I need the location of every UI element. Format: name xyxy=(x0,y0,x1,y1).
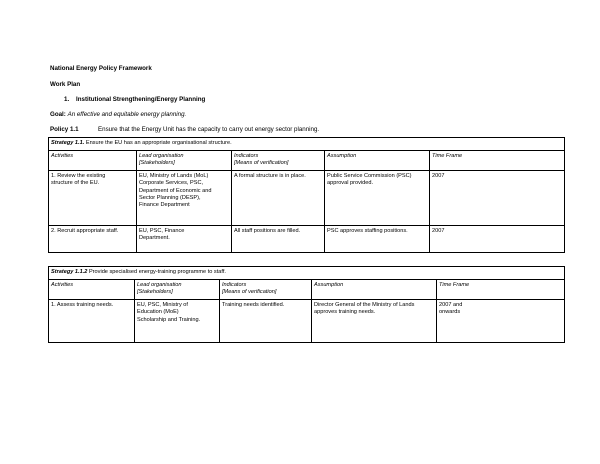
header-activities: Activities xyxy=(49,280,135,300)
cell-text: 1. Review the existing xyxy=(51,173,106,179)
cell-text: Scholarship and Training. xyxy=(137,316,201,323)
activity-cell xyxy=(49,300,135,343)
work-plan-heading: Work Plan xyxy=(50,81,81,88)
activity-cell xyxy=(49,171,137,226)
cell-text: EU, Ministry of Lands (MoL) xyxy=(139,173,209,179)
cell-text: 2007 xyxy=(432,228,445,234)
header-lead-line1: Lead organisation xyxy=(137,282,182,288)
section-title: Institutional Strengthening/Energy Planning xyxy=(76,96,206,103)
cell-text: PSC approves staffing positions. xyxy=(327,228,408,234)
header-lead-line1: Lead organisation xyxy=(139,153,184,159)
strategy-1-text: Ensure the EU has an appropriate organisational structure. xyxy=(84,140,232,146)
header-time-frame: Time Frame xyxy=(430,151,565,171)
header-lead xyxy=(135,280,220,300)
header-indicators xyxy=(232,151,325,171)
cell-text: approval provided. xyxy=(327,180,374,187)
header-activities: Activities xyxy=(49,151,137,171)
strategy-2-label: Strategy 1.1.2 xyxy=(51,269,88,275)
cell-text: 1. Assess training needs. xyxy=(51,302,114,308)
strategy-1-table xyxy=(48,137,565,253)
cell-text: Public Service Commission (PSC) xyxy=(327,173,412,179)
assumption-cell xyxy=(325,226,430,253)
cell-text: Sector Planning (DESP), xyxy=(139,194,201,201)
strategy-1-header-row xyxy=(49,151,565,171)
activity-cell xyxy=(49,226,137,253)
indicator-cell xyxy=(232,171,325,226)
assumption-cell xyxy=(325,171,430,226)
cell-text: Department. xyxy=(139,235,170,242)
table-row xyxy=(49,300,565,343)
cell-text: A formal structure is in place. xyxy=(234,173,306,179)
header-indicators-line2: [Means of verification] xyxy=(222,289,277,296)
goal-label: Goal: xyxy=(50,111,66,118)
cell-text: Corporate Services, PSC, xyxy=(139,180,204,187)
cell-text: EU, PSC, Finance xyxy=(139,228,185,234)
lead-cell xyxy=(135,300,220,343)
strategy-2-title xyxy=(49,267,565,280)
cell-text: Department of Economic and xyxy=(139,187,212,194)
header-lead xyxy=(137,151,232,171)
goal-text: An effective and equitable energy planning. xyxy=(67,111,187,118)
goal-line xyxy=(50,111,186,119)
cell-text: All staff positions are filled. xyxy=(234,228,301,234)
cell-text: EU, PSC, Ministry of xyxy=(137,302,188,308)
header-time-frame: Time Frame xyxy=(437,280,565,300)
strategy-2-table xyxy=(48,266,565,343)
indicator-cell xyxy=(220,300,312,343)
header-assumption: Assumption xyxy=(312,280,437,300)
cell-text: approves training needs. xyxy=(314,309,376,316)
cell-text: 2. Recruit appropriate staff. xyxy=(51,228,119,234)
header-indicators-line1: Indicators xyxy=(234,153,259,159)
time-frame-cell xyxy=(430,171,565,226)
cell-text: Education (MoE) xyxy=(137,309,179,316)
cell-text: structure of the EU. xyxy=(51,180,100,187)
cell-text: Training needs identified. xyxy=(222,302,285,308)
strategy-1-title-row xyxy=(49,138,565,151)
document-title: National Energy Policy Framework xyxy=(50,65,152,72)
table-row xyxy=(49,226,565,253)
cell-text: Finance Department xyxy=(139,202,190,209)
cell-text: onwards xyxy=(439,309,461,316)
header-lead-line2: [Stakeholders] xyxy=(137,289,173,296)
lead-cell xyxy=(137,226,232,253)
strategy-2-header-row xyxy=(49,280,565,300)
header-lead-line2: [Stakeholders] xyxy=(139,160,175,167)
strategy-1-title xyxy=(49,138,565,151)
section-number: 1. xyxy=(64,96,70,103)
time-frame-cell xyxy=(437,300,565,343)
table-row xyxy=(49,171,565,226)
time-frame-cell xyxy=(430,226,565,253)
strategy-1-label: Strategy 1.1. xyxy=(51,140,85,146)
cell-text: Director General of the Ministry of Lands xyxy=(314,302,415,308)
indicator-cell xyxy=(232,226,325,253)
policy-text: Ensure that the Energy Unit has the capacity to carry out energy sector planning. xyxy=(98,126,320,133)
policy-label: Policy 1.1 xyxy=(50,126,79,133)
cell-text: 2007 xyxy=(432,173,445,179)
header-assumption: Assumption xyxy=(325,151,430,171)
strategy-2-title-row xyxy=(49,267,565,280)
header-indicators xyxy=(220,280,312,300)
header-indicators-line1: Indicators xyxy=(222,282,247,288)
strategy-2-text: Provide specialised energy-training programme to staff. xyxy=(87,269,226,275)
lead-cell xyxy=(137,171,232,226)
cell-text: 2007 and xyxy=(439,302,463,308)
assumption-cell xyxy=(312,300,437,343)
header-indicators-line2: [Means of verification] xyxy=(234,160,289,167)
